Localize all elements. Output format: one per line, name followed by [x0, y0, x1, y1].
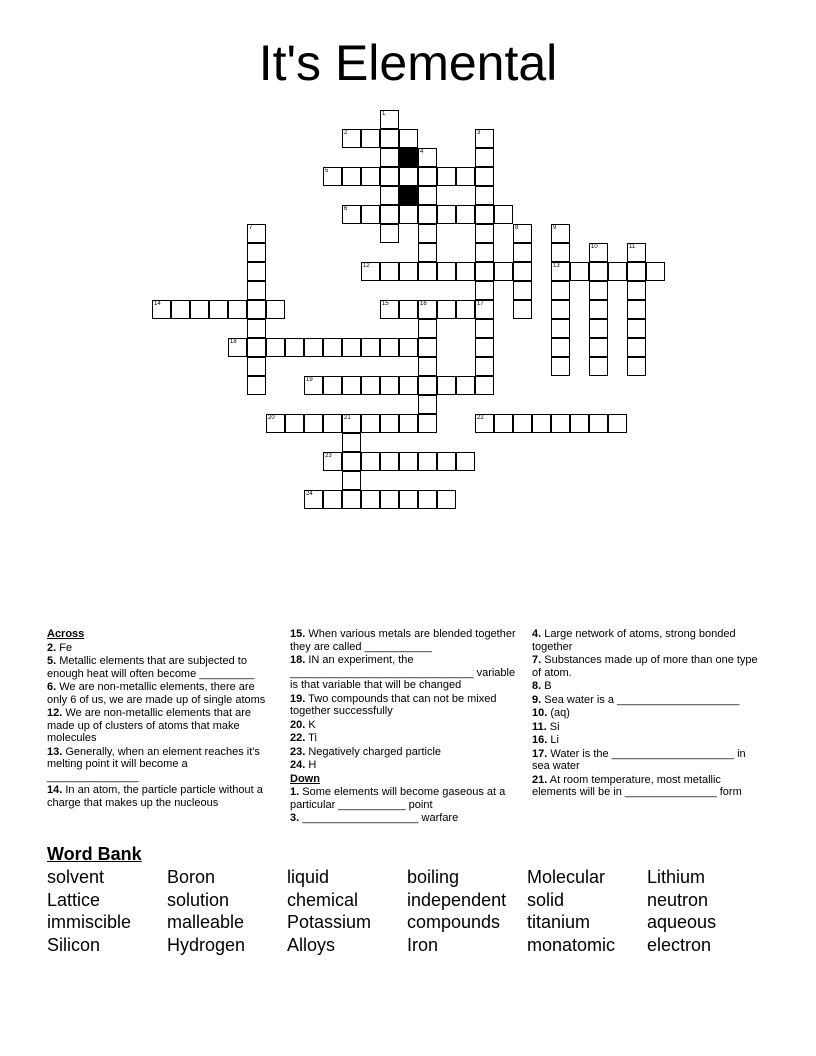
- grid-cell[interactable]: [418, 148, 437, 167]
- grid-cell[interactable]: [475, 357, 494, 376]
- clue-number: 17.: [532, 747, 548, 760]
- grid-cell[interactable]: [190, 300, 209, 319]
- cell-number: 13: [553, 263, 560, 269]
- grid-cell[interactable]: [589, 281, 608, 300]
- grid-cell[interactable]: [437, 490, 456, 509]
- grid-cell[interactable]: [342, 338, 361, 357]
- word-bank-item: neutron: [647, 889, 709, 910]
- grid-cell[interactable]: [361, 205, 380, 224]
- cell-number: 1: [382, 111, 386, 117]
- grid-cell[interactable]: [247, 300, 266, 319]
- grid-cell[interactable]: [551, 262, 570, 281]
- grid-cell[interactable]: [570, 414, 589, 433]
- grid-cell[interactable]: [475, 281, 494, 300]
- cell-number: 6: [344, 206, 348, 212]
- cell-number: 16: [420, 301, 427, 307]
- grid-cell[interactable]: [266, 338, 285, 357]
- clue-number: 15.: [290, 628, 306, 640]
- grid-cell[interactable]: [342, 376, 361, 395]
- word-bank-item: aqueous: [647, 912, 717, 932]
- word-bank-item: compounds: [407, 912, 501, 932]
- grid-cell[interactable]: [437, 452, 456, 471]
- grid-cell[interactable]: [342, 433, 361, 452]
- clue-13: [47, 746, 275, 784]
- cell-number: 2: [344, 130, 348, 136]
- grid-cell[interactable]: [247, 281, 266, 300]
- grid-cell[interactable]: [323, 414, 342, 433]
- across-clue-list-2: [290, 628, 518, 772]
- grid-cell[interactable]: [247, 338, 266, 357]
- grid-cell[interactable]: [513, 281, 532, 300]
- grid-cell[interactable]: [551, 300, 570, 319]
- grid-cell[interactable]: [399, 300, 418, 319]
- grid-cell[interactable]: [361, 490, 380, 509]
- cell-number: 10: [591, 244, 598, 250]
- clue-6: [47, 681, 275, 706]
- clue-number: 19.: [290, 692, 306, 705]
- grid-cell[interactable]: [304, 338, 323, 357]
- grid-cell[interactable]: [418, 262, 437, 281]
- clue-15: [290, 628, 518, 653]
- grid-cell[interactable]: [627, 319, 646, 338]
- clue-text: Sea water is a ____________________: [541, 693, 740, 706]
- grid-cell[interactable]: [361, 376, 380, 395]
- grid-cell[interactable]: [304, 414, 323, 433]
- grid-cell[interactable]: [266, 300, 285, 319]
- grid-cell[interactable]: [399, 414, 418, 433]
- clues-column-1: [47, 628, 275, 810]
- clue-number: 20.: [290, 718, 306, 731]
- grid-cell[interactable]: [171, 300, 190, 319]
- grid-cell[interactable]: [570, 262, 589, 281]
- across-clue-list-1: [47, 642, 275, 810]
- grid-cell[interactable]: [399, 452, 418, 471]
- word-bank-item: electron: [647, 934, 712, 955]
- grid-cell[interactable]: [475, 148, 494, 167]
- word-bank-item: titanium: [527, 912, 591, 932]
- clue-number: 16.: [532, 734, 548, 746]
- clue-4: [532, 628, 764, 653]
- grid-cell[interactable]: [399, 129, 418, 148]
- grid-cell[interactable]: [323, 338, 342, 357]
- grid-cell[interactable]: [418, 224, 437, 243]
- cell-number: 8: [515, 225, 519, 231]
- grid-cell[interactable]: [551, 224, 570, 243]
- grid-cell[interactable]: [304, 376, 323, 395]
- clue-number: 21.: [532, 773, 548, 786]
- word-bank-item: liquid: [287, 867, 330, 887]
- grid-cell[interactable]: [513, 224, 532, 243]
- grid-cell[interactable]: [380, 148, 399, 167]
- grid-cell[interactable]: [627, 281, 646, 300]
- clue-12: [47, 707, 275, 745]
- grid-cell[interactable]: [589, 357, 608, 376]
- word-bank: [47, 867, 767, 956]
- grid-cell[interactable]: [551, 338, 570, 357]
- clue-number: 23.: [290, 745, 306, 758]
- grid-cell[interactable]: [475, 300, 494, 319]
- grid-cell[interactable]: [342, 414, 361, 433]
- grid-cell[interactable]: [247, 224, 266, 243]
- grid-cell[interactable]: [380, 110, 399, 129]
- clue-text: Metallic elements that are subjected to enough heat will often become _________: [47, 655, 255, 680]
- grid-cell[interactable]: [247, 243, 266, 262]
- word-bank-item: Boron: [167, 867, 216, 887]
- clue-text: (aq): [547, 707, 570, 719]
- grid-cell[interactable]: [380, 224, 399, 243]
- grid-cell[interactable]: [380, 452, 399, 471]
- clue-22: [290, 732, 518, 745]
- clue-text: B: [541, 680, 552, 692]
- grid-cell[interactable]: [342, 452, 361, 471]
- cell-number: 23: [325, 453, 332, 459]
- cell-number: 15: [382, 301, 389, 307]
- clue-number: 9.: [532, 693, 542, 706]
- grid-cell[interactable]: [361, 262, 380, 281]
- word-bank-item: Alloys: [287, 934, 336, 955]
- clue-text: Two compounds that can not be mixed together successfully: [290, 692, 497, 717]
- grid-cell[interactable]: [228, 300, 247, 319]
- grid-cell[interactable]: [209, 300, 228, 319]
- cell-number: 3: [477, 130, 481, 136]
- grid-cell[interactable]: [152, 300, 171, 319]
- word-bank-item: Lithium: [647, 867, 706, 887]
- clue-number: 18.: [290, 654, 306, 666]
- down-clue-list-1: [290, 786, 518, 825]
- clue-text: Si: [546, 720, 560, 733]
- grid-cell[interactable]: [247, 262, 266, 281]
- grid-cell[interactable]: [475, 376, 494, 395]
- grid-cell[interactable]: [494, 205, 513, 224]
- clue-17: [532, 748, 764, 773]
- grid-cell[interactable]: [304, 490, 323, 509]
- grid-cell[interactable]: [475, 414, 494, 433]
- grid-cell[interactable]: [247, 319, 266, 338]
- grid-cell[interactable]: [513, 262, 532, 281]
- grid-cell[interactable]: [323, 167, 342, 186]
- grid-cell[interactable]: [380, 186, 399, 205]
- clue-5: [47, 655, 275, 680]
- grid-cell[interactable]: [475, 243, 494, 262]
- grid-cell[interactable]: [342, 129, 361, 148]
- grid-cell[interactable]: [513, 414, 532, 433]
- grid-cell[interactable]: [418, 300, 437, 319]
- grid-cell[interactable]: [342, 471, 361, 490]
- grid-cell[interactable]: [456, 300, 475, 319]
- grid-cell[interactable]: [418, 338, 437, 357]
- word-bank-item: Potassium: [287, 912, 372, 932]
- grid-cell[interactable]: [361, 338, 380, 357]
- clue-text: When various metals are blended together they are called ___________: [290, 628, 516, 653]
- grid-cell[interactable]: [418, 490, 437, 509]
- word-bank-item: solid: [527, 889, 565, 910]
- cell-number: 4: [420, 149, 424, 155]
- clue-18: [290, 654, 518, 692]
- clue-10: [532, 707, 764, 720]
- grid-cell[interactable]: [285, 414, 304, 433]
- cell-number: 18: [230, 339, 237, 345]
- clue-text: Water is the ____________________ in sea water: [532, 747, 746, 772]
- clues-column-2: [290, 628, 518, 826]
- grid-cell[interactable]: [361, 167, 380, 186]
- word-bank-title: Word Bank: [47, 844, 142, 864]
- grid-cell[interactable]: [494, 414, 513, 433]
- grid-cell[interactable]: [646, 262, 665, 281]
- word-bank-item: chemical: [287, 889, 359, 910]
- clue-text: ___________________ warfare: [299, 812, 459, 824]
- grid-cell[interactable]: [342, 490, 361, 509]
- clue-number: 1.: [290, 786, 300, 798]
- grid-cell[interactable]: [551, 319, 570, 338]
- grid-cell[interactable]: [342, 167, 361, 186]
- grid-cell[interactable]: [475, 224, 494, 243]
- clue-text: Generally, when an element reaches it's melting point it will become a _______________: [47, 745, 260, 783]
- cell-number: 14: [154, 301, 161, 307]
- word-bank-item: Hydrogen: [167, 934, 246, 955]
- grid-cell[interactable]: [494, 262, 513, 281]
- word-bank-item: immiscible: [47, 912, 132, 932]
- grid-cell[interactable]: [380, 167, 399, 186]
- grid-cell[interactable]: [418, 167, 437, 186]
- grid-cell[interactable]: [228, 338, 247, 357]
- grid-cell[interactable]: [266, 414, 285, 433]
- grid-cell[interactable]: [285, 338, 304, 357]
- grid-cell[interactable]: [247, 357, 266, 376]
- cell-number: 9: [553, 225, 557, 231]
- clue-7: [532, 654, 764, 679]
- clue-text: Li: [547, 734, 559, 746]
- clue-8: [532, 680, 764, 693]
- grid-cell[interactable]: [551, 281, 570, 300]
- grid-cell[interactable]: [475, 319, 494, 338]
- grid-cell[interactable]: [418, 186, 437, 205]
- grid-cell[interactable]: [380, 376, 399, 395]
- clue-number: 13.: [47, 745, 63, 758]
- clue-text: Some elements will become gaseous at a particular ___________ point: [290, 786, 506, 811]
- grid-cell[interactable]: [399, 205, 418, 224]
- grid-cell[interactable]: [323, 490, 342, 509]
- grid-cell[interactable]: [456, 205, 475, 224]
- grid-cell[interactable]: [589, 243, 608, 262]
- grid-cell[interactable]: [418, 357, 437, 376]
- clue-text: Fe: [56, 641, 73, 654]
- grid-cell[interactable]: [418, 205, 437, 224]
- across-heading: Across: [47, 628, 85, 640]
- word-bank-item: independent: [407, 889, 507, 910]
- grid-cell[interactable]: [437, 167, 456, 186]
- clue-number: 14.: [47, 784, 63, 796]
- clue-number: 12.: [47, 707, 63, 719]
- clue-text: At room temperature, most metallic elements will be in _______________ form: [532, 773, 742, 798]
- grid-cell[interactable]: [589, 338, 608, 357]
- grid-cell[interactable]: [475, 186, 494, 205]
- black-square: [399, 186, 418, 205]
- clue-21: [532, 774, 764, 799]
- word-bank-item: Molecular: [527, 867, 606, 887]
- grid-cell[interactable]: [437, 300, 456, 319]
- grid-cell[interactable]: [399, 338, 418, 357]
- grid-cell[interactable]: [513, 300, 532, 319]
- clue-number: 10.: [532, 707, 548, 719]
- grid-cell[interactable]: [418, 395, 437, 414]
- clues-column-3: [532, 628, 764, 800]
- grid-cell[interactable]: [380, 338, 399, 357]
- grid-cell[interactable]: [551, 414, 570, 433]
- black-square: [399, 148, 418, 167]
- cell-number: 24: [306, 491, 313, 497]
- grid-cell[interactable]: [437, 205, 456, 224]
- cell-number: 17: [477, 301, 484, 307]
- cell-number: 12: [363, 263, 370, 269]
- grid-cell[interactable]: [589, 319, 608, 338]
- grid-cell[interactable]: [399, 167, 418, 186]
- grid-cell[interactable]: [475, 205, 494, 224]
- clue-text: We are non-metallic elements, there are only 6 of us, we are made up of single atoms: [47, 681, 266, 706]
- word-bank-item: Silicon: [47, 934, 101, 955]
- grid-cell[interactable]: [475, 262, 494, 281]
- clue-text: Negatively charged particle: [305, 745, 442, 758]
- grid-cell[interactable]: [418, 243, 437, 262]
- grid-cell[interactable]: [380, 490, 399, 509]
- grid-cell[interactable]: [361, 129, 380, 148]
- clue-number: 24.: [290, 759, 306, 771]
- clue-20: [290, 719, 518, 732]
- grid-cell[interactable]: [627, 338, 646, 357]
- grid-cell[interactable]: [418, 452, 437, 471]
- grid-cell[interactable]: [456, 452, 475, 471]
- clue-text: Ti: [305, 732, 317, 744]
- grid-cell[interactable]: [380, 414, 399, 433]
- word-bank-item: solution: [167, 889, 230, 910]
- clue-number: 4.: [532, 628, 542, 640]
- grid-cell[interactable]: [418, 376, 437, 395]
- clue-9: [532, 694, 764, 707]
- grid-cell[interactable]: [589, 300, 608, 319]
- word-bank-item: boiling: [407, 867, 460, 887]
- grid-cell[interactable]: [380, 262, 399, 281]
- clue-text: H: [305, 759, 317, 771]
- clue-text: K: [305, 718, 316, 731]
- grid-cell[interactable]: [456, 167, 475, 186]
- clue-number: 7.: [532, 654, 542, 666]
- grid-cell[interactable]: [323, 376, 342, 395]
- grid-cell[interactable]: [551, 357, 570, 376]
- word-bank-item: solvent: [47, 867, 105, 887]
- grid-cell[interactable]: [627, 262, 646, 281]
- cell-number: 7: [249, 225, 253, 231]
- grid-cell[interactable]: [418, 414, 437, 433]
- clue-14: [47, 784, 275, 809]
- grid-cell[interactable]: [323, 452, 342, 471]
- grid-cell[interactable]: [456, 262, 475, 281]
- grid-cell[interactable]: [399, 262, 418, 281]
- clue-number: 3.: [290, 812, 300, 824]
- clue-text: IN an experiment, the ______________________________ variable is that variable that will be changed: [290, 654, 516, 691]
- grid-cell[interactable]: [437, 262, 456, 281]
- page-title: It's Elemental: [258, 35, 558, 91]
- clue-11: [532, 721, 764, 734]
- grid-cell[interactable]: [437, 376, 456, 395]
- clue-text: Large network of atoms, strong bonded together: [532, 628, 736, 653]
- grid-cell[interactable]: [589, 262, 608, 281]
- clue-3: [290, 812, 518, 825]
- cell-number: 20: [268, 415, 275, 421]
- clue-23: [290, 746, 518, 759]
- word-bank-item: Lattice: [47, 889, 101, 910]
- grid-cell[interactable]: [627, 243, 646, 262]
- grid-cell[interactable]: [608, 414, 627, 433]
- clue-16: [532, 734, 764, 747]
- clue-number: 11.: [532, 720, 547, 733]
- grid-cell[interactable]: [513, 243, 532, 262]
- grid-cell[interactable]: [475, 167, 494, 186]
- down-clue-list-2: [532, 628, 764, 799]
- clue-text: We are non-metallic elements that are made up of clusters of atoms that make molecules: [47, 707, 252, 744]
- grid-cell[interactable]: [551, 243, 570, 262]
- clue-2: [47, 642, 275, 655]
- grid-cell[interactable]: [399, 376, 418, 395]
- grid-cell[interactable]: [475, 129, 494, 148]
- clue-text: Substances made up of more than one type of atom.: [532, 654, 758, 679]
- cell-number: 11: [629, 244, 636, 250]
- clue-number: 6.: [47, 681, 57, 693]
- grid-cell[interactable]: [475, 338, 494, 357]
- clue-text: In an atom, the particle particle without a charge that makes up the nucleous: [47, 784, 263, 809]
- grid-cell[interactable]: [361, 414, 380, 433]
- grid-cell[interactable]: [361, 452, 380, 471]
- cell-number: 22: [477, 415, 484, 421]
- grid-cell[interactable]: [399, 490, 418, 509]
- grid-cell[interactable]: [608, 262, 627, 281]
- grid-cell[interactable]: [456, 376, 475, 395]
- grid-cell[interactable]: [589, 414, 608, 433]
- clue-number: 8.: [532, 680, 542, 692]
- word-bank-item: monatomic: [527, 934, 616, 955]
- down-heading: Down: [290, 772, 320, 785]
- clue-19: [290, 693, 518, 718]
- grid-cell[interactable]: [627, 357, 646, 376]
- clue-number: 5.: [47, 655, 57, 667]
- grid-cell[interactable]: [380, 129, 399, 148]
- grid-cell[interactable]: [380, 205, 399, 224]
- clue-1: [290, 786, 518, 811]
- grid-cell[interactable]: [418, 319, 437, 338]
- grid-cell[interactable]: [532, 414, 551, 433]
- grid-cell[interactable]: [342, 205, 361, 224]
- grid-cell[interactable]: [247, 376, 266, 395]
- grid-cell[interactable]: [380, 300, 399, 319]
- word-bank-item: Iron: [407, 934, 439, 955]
- cell-number: 5: [325, 168, 329, 174]
- grid-cell[interactable]: [627, 300, 646, 319]
- clue-number: 22.: [290, 732, 306, 744]
- clue-24: [290, 759, 518, 772]
- cell-number: 19: [306, 377, 313, 383]
- clue-number: 2.: [47, 641, 57, 654]
- word-bank-item: malleable: [167, 912, 245, 932]
- cell-number: 21: [344, 415, 351, 421]
